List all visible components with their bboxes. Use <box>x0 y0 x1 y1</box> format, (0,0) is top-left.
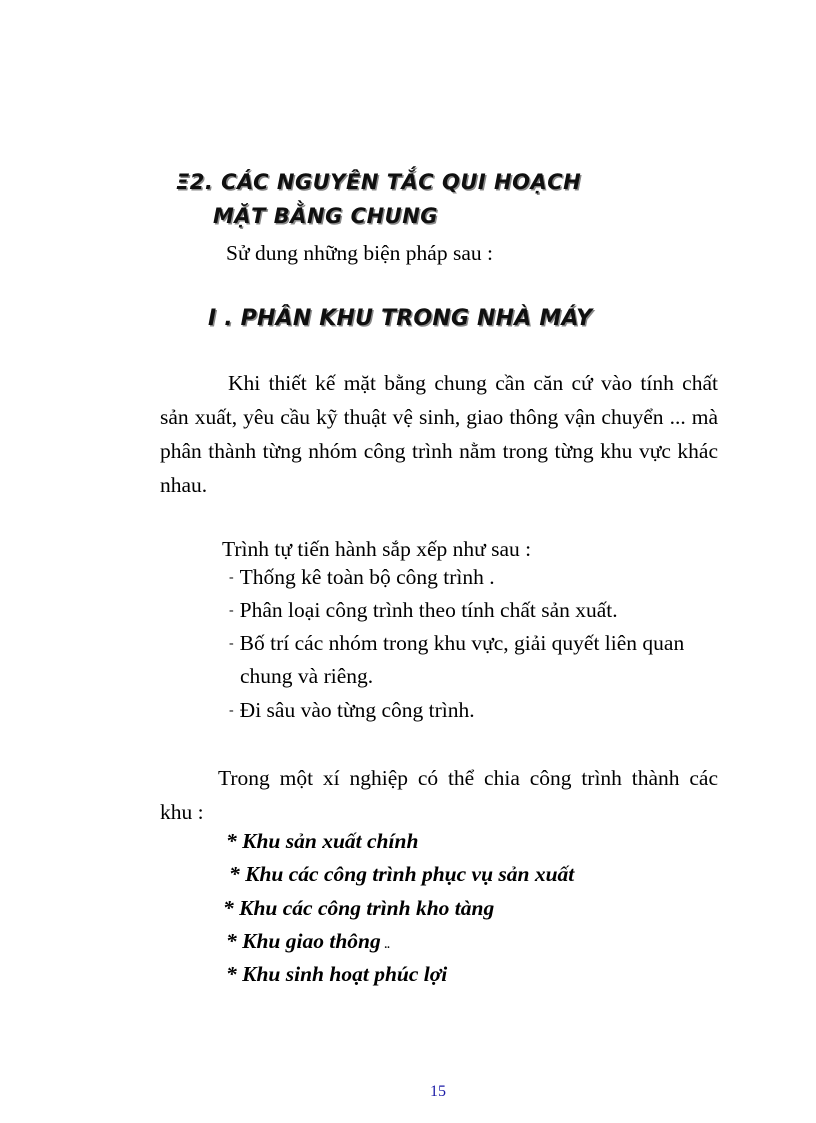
zone-item: * Khu các công trình phục vụ sản xuất <box>229 862 575 886</box>
zone-item-text: * Khu giao thông <box>226 929 381 953</box>
chapter-title-line2: MẶT BẰNG CHUNG <box>213 204 439 228</box>
step-text: Bố trí các nhóm trong khu vực, giải quyết liên quan <box>239 631 685 655</box>
dash-bullet: - <box>229 636 234 651</box>
sequence-intro: Trình tự tiến hành sắp xếp như sau : <box>222 537 532 561</box>
list-item <box>229 598 618 623</box>
list-item <box>229 565 495 590</box>
step-continuation: chung và riêng. <box>240 664 374 688</box>
dash-bullet: - <box>229 570 234 585</box>
step-text: Thống kê toàn bộ công trình . <box>239 565 495 589</box>
chapter-title-line1: Ξ2. CÁC NGUYÊN TẮC QUI HOẠCH <box>176 170 582 194</box>
zone-item: * Khu các công trình kho tàng <box>223 896 495 920</box>
step-text: Đi sâu vào từng công trình. <box>239 698 475 722</box>
list-item <box>229 698 475 723</box>
dash-bullet: - <box>229 703 234 718</box>
section-title: I . PHÂN KHU TRONG NHÀ MÁY <box>208 306 593 331</box>
step-text: Phân loại công trình theo tính chất sản xuất. <box>239 598 618 622</box>
zones-intro-line2: khu : <box>160 800 204 824</box>
section-paragraph: Khi thiết kế mặt bằng chung cần căn cứ vào tính chất sản xuất, yêu cầu kỹ thuật vệ sinh, giao thông vận chuyển ... mà phân thành từng nhóm công trình nằm trong từng khu vực khác nhau. <box>160 371 718 497</box>
list-item <box>229 631 684 656</box>
zone-item-suffix: .. <box>384 939 391 951</box>
zone-item: * Khu sản xuất chính <box>226 829 419 853</box>
intro-text: Sử dung những biện pháp sau : <box>226 241 493 265</box>
zone-item <box>226 929 390 954</box>
dash-bullet: - <box>229 603 234 618</box>
zones-intro-line1: Trong một xí nghiệp có thể chia công trình thành các <box>218 766 718 790</box>
page-number: 15 <box>430 1083 446 1100</box>
zone-item: * Khu sinh hoạt phúc lợi <box>226 962 448 986</box>
